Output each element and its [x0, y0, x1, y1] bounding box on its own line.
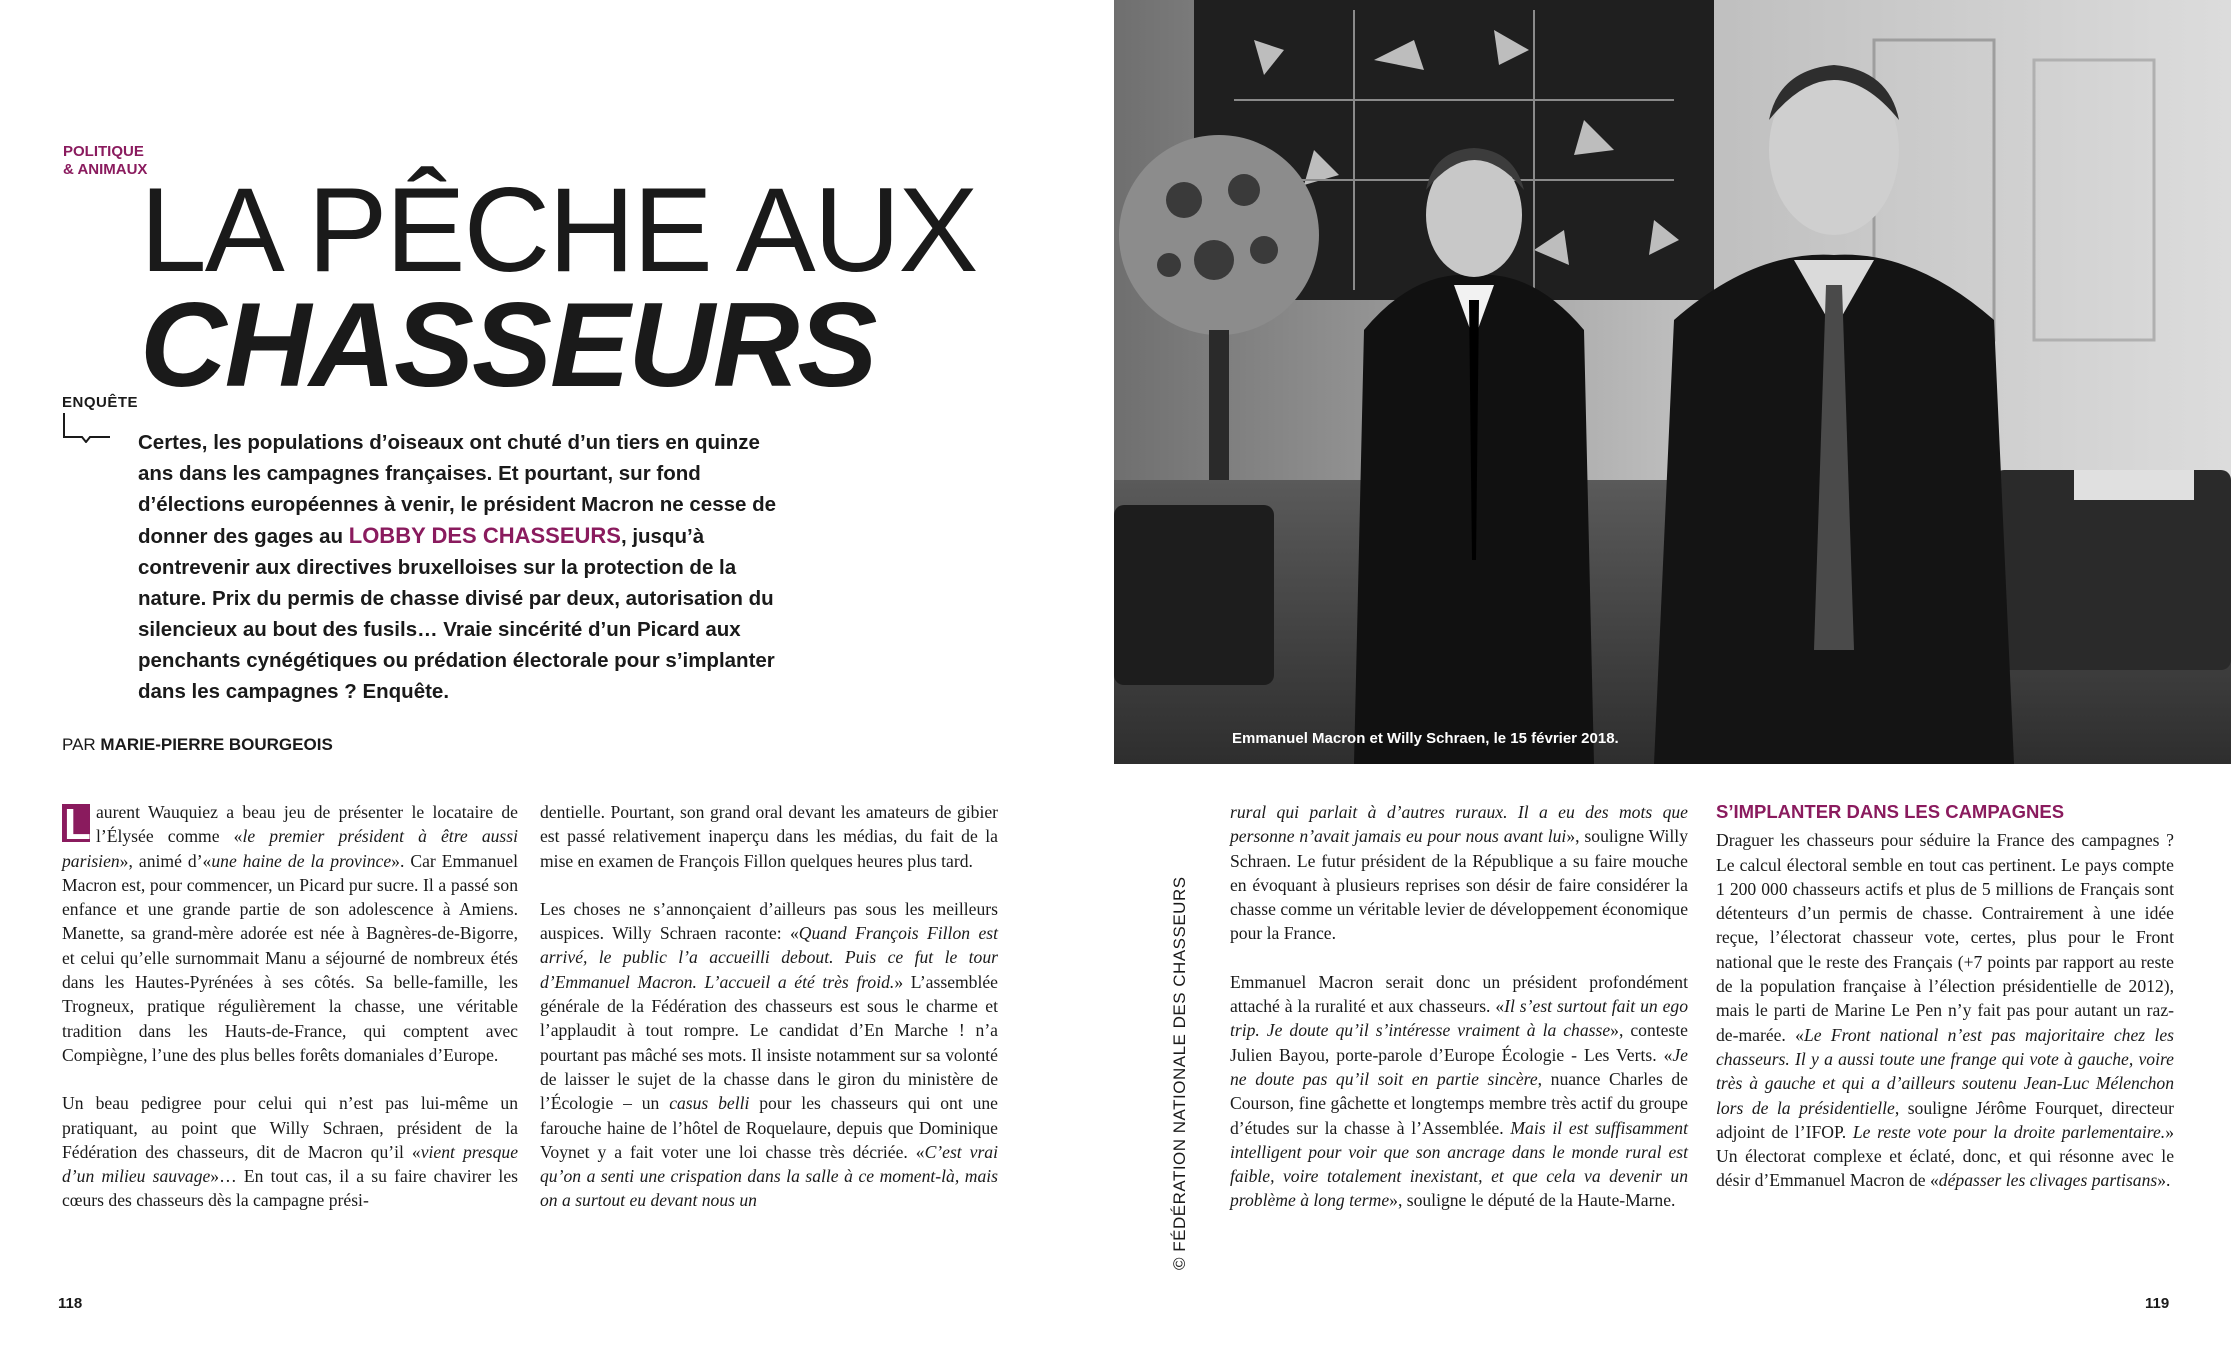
- paragraph-text: [1230, 972, 1688, 1211]
- paragraph-text: [62, 802, 518, 1065]
- page-number-right: 119: [2145, 1295, 2170, 1312]
- page-number-left: 118: [58, 1295, 83, 1312]
- column-4: [1716, 800, 2174, 1217]
- text-run: », souligne Willy Schraen. Le futur président de la République a su faire mouche en évoquant à plusieurs reprises son désir de faire considérer la chasse comme un véritable levier de développement économique pour la France.: [1230, 826, 1688, 944]
- text-run: , nuance Charles de Courson, fine gâchette et longtemps membre très actif du groupe d’études sur la chasse à l’Assemblée.: [1230, 1068, 1688, 1138]
- byline-prefix: PAR: [62, 735, 101, 754]
- paragraph-text: [62, 1093, 518, 1210]
- quote-run: Le Front national n’est pas majoritaire chez les chasseurs. Il y a aussi toute une frange qui vote à gauche, voire très à gauche et qui a d’ailleurs soutenu Jean-Luc Mélenchon lors de la présidentielle: [1716, 1024, 2174, 1118]
- text-run: »… En tout cas, il a su faire chavirer les cœurs des chasseurs dès la campagne prési-: [62, 1166, 518, 1211]
- text-run: Les choses ne s’annonçaient d’ailleurs pas sous les meilleurs auspices. Willy Schraen raconte: «: [540, 898, 998, 944]
- col1-paragraph-1: [62, 800, 518, 1067]
- paragraph-text: [1230, 802, 1688, 943]
- col3-paragraph-1: [1230, 800, 1688, 946]
- drop-cap: L: [64, 800, 91, 849]
- headline-line-2: CHASSEURS: [140, 278, 876, 412]
- text-run: », souligne le député de la Haute-Marne.: [1389, 1190, 1676, 1211]
- paragraph-text: [540, 899, 998, 1211]
- rubric-line-2: & ANIMAUX: [63, 161, 148, 178]
- col1-paragraph-2: [62, 1091, 518, 1212]
- quote-run: dépasser les clivages partisans: [1938, 1170, 2158, 1191]
- headline-line-1: LA PÊCHE AUX: [140, 163, 977, 297]
- paragraph-text: [540, 802, 998, 871]
- byline: [62, 735, 333, 755]
- column-1: [62, 800, 518, 1237]
- text-run: Draguer les chasseurs pour séduire la France des campagnes ? Le calcul électoral semble en tout cas pertinent. Le pays compte 1 200 000 chasseurs actifs et plus de 5 millions de Français sont détenteurs d’un permis de chasse. Contrairement à une idée reçue, l’électorat chasseur vote, certes, plus pour le Front national que le reste des Français (+7 points par rapport au reste de la population française à l’élection présidentielle de 2012), mais le parti de Marine Le Pen n’y fait pas pour autant un raz-de-marée. «: [1716, 830, 2174, 1045]
- quote-run: une haine de la province: [211, 850, 392, 871]
- col2-paragraph-1: [540, 800, 998, 873]
- text-run: Emmanuel Macron serait donc un président profondément attaché à la ruralité et aux chasseurs. «: [1230, 971, 1688, 1017]
- quote-run: Mais il est suffisamment intelligent pour voir que son ancrage dans le monde rural est faible, voire totalement inexistant, et que cela va devenir un problème à long terme: [1230, 1117, 1688, 1211]
- quote-run: C’est vrai qu’on a senti une crispation dans la salle à ce moment-là, mais on a surtout eu devant nous un: [540, 1141, 998, 1211]
- article-tag: ENQUÊTE: [62, 394, 139, 411]
- photo-caption: Emmanuel Macron et Willy Schraen, le 15 février 2018.: [1232, 730, 1619, 747]
- lead-text-start: Certes, les populations d’oiseaux ont chuté d’un tiers en quinze ans dans les campagnes françaises. Et pourtant, sur fond d’élections européennes à venir, le président Macron ne cesse de donner des gages au: [138, 431, 777, 548]
- quote-run: Quand François Fillon est arrivé, le public l’a accueilli debout. Puis ce fut le tour d’Emmanuel Macron. L’accueil a été très froid.: [540, 923, 998, 992]
- text-run: aurent Wauquiez a beau jeu de présenter le locataire de l’Élysée comme «: [96, 802, 518, 847]
- article-lead: [138, 427, 798, 707]
- quote-run: Il s’est surtout fait un ego trip. Je doute qu’il s’intéresse vraiment à la chasse: [1230, 996, 1688, 1041]
- quote-run: Le reste vote pour la droite parlementaire.: [1852, 1121, 2166, 1142]
- section-rubric: [63, 143, 147, 179]
- quote-run: rural qui parlait à d’autres ruraux. Il a eu des mots que personne n’avait jamais eu pour nous avant lui: [1230, 802, 1688, 847]
- text-run: ».: [2157, 1170, 2171, 1191]
- byline-author: MARIE-PIERRE BOURGEOIS: [100, 735, 333, 754]
- text-run: » Un électorat complexe et éclaté, donc, et qui résonne avec le désir d’Emmanuel Macron de «: [1716, 1121, 2174, 1191]
- article-photo: [1114, 0, 2231, 764]
- text-run: ». Car Emmanuel Macron est, pour commencer, un Picard pur sucre. Il a passé son enfance et une grande partie de son adolescence à Amiens. Manette, sa grand-mère adorée est née à Bagnères-de-Bigorre, et celui qu’elle surnommait Manu a séjourné de nombreux étés dans les Hautes-Pyrénées à ses côtés. Sa belle-famille, les Trogneux, pratique régulièrement la chasse, une véritable tradition dans les Hauts-de-France, qui comptent avec Compiègne, l’une des plus belles forêts domaniales d’Europe.: [62, 850, 518, 1065]
- section-subheading: S’IMPLANTER DANS LES CAMPAGNES: [1716, 801, 2065, 822]
- col3-paragraph-2: [1230, 970, 1688, 1213]
- text-run: dentielle. Pourtant, son grand oral devant les amateurs de gibier est passé relativement inaperçu dans les médias, du fait de la mise en examen de François Fillon quelques heures plus tard.: [540, 802, 998, 871]
- text-run: », animé d’«: [119, 850, 212, 871]
- rubric-line-1: POLITIQUE: [63, 143, 144, 160]
- text-run: Un beau pedigree pour celui qui n’est pas lui-même un pratiquant, au point que Willy Schraen, président de la Fédération des chasseurs, dit de Macron qu’il «: [62, 1093, 518, 1162]
- column-2: [540, 800, 998, 1237]
- text-run: » L’assemblée générale de la Fédération des chasseurs est sous le charme et l’applaudit à tout rompre. Le candidat d’En Marche ! n’a pourtant pas mâché ses mots. Il insiste notamment sur sa volonté de laisser le sujet de la chasse dans le giron du ministère de l’Écologie – un: [540, 971, 998, 1114]
- speech-bubble-icon: [62, 413, 112, 443]
- quote-run: Je ne doute pas qu’il soit en partie sincère: [1230, 1044, 1688, 1089]
- col4-paragraph-1: [1716, 828, 2174, 1192]
- quote-run: le premier président à être aussi parisien: [62, 826, 519, 871]
- col2-paragraph-2: [540, 897, 998, 1213]
- photo-credit: © FÉDÉRATION NATIONALE DES CHASSEURS: [1170, 876, 1189, 1270]
- quote-run: vient presque d’un milieu sauvage: [62, 1141, 518, 1187]
- text-run: pour les chasseurs qui ont une farouche haine de l’hôtel de Roquelaure, depuis que Dominique Voynet y a fait voter une loi chasse très décriée. «: [540, 1093, 998, 1162]
- lead-highlight: LOBBY DES CHASSEURS: [348, 523, 621, 548]
- photo-illustration: [1114, 0, 2231, 764]
- text-run: , souligne Jérôme Fourquet, directeur adjoint de l’IFOP.: [1716, 1097, 2174, 1142]
- paragraph-text: [1716, 830, 2174, 1190]
- quote-run: casus belli: [669, 1093, 750, 1114]
- column-3: [1230, 800, 1688, 1237]
- lead-text-end: , jusqu’à contrevenir aux directives bruxelloises sur la protection de la nature. Prix du permis de chasse divisé par deux, autorisation du silencieux au bout des fusils… Vraie sincérité d’un Picard aux penchants cynégétiques ou prédation électorale pour s’implanter dans les campagnes ? Enquête.: [138, 525, 775, 703]
- text-run: », conteste Julien Bayou, porte-parole d’Europe Écologie - Les Verts. «: [1230, 1020, 1688, 1065]
